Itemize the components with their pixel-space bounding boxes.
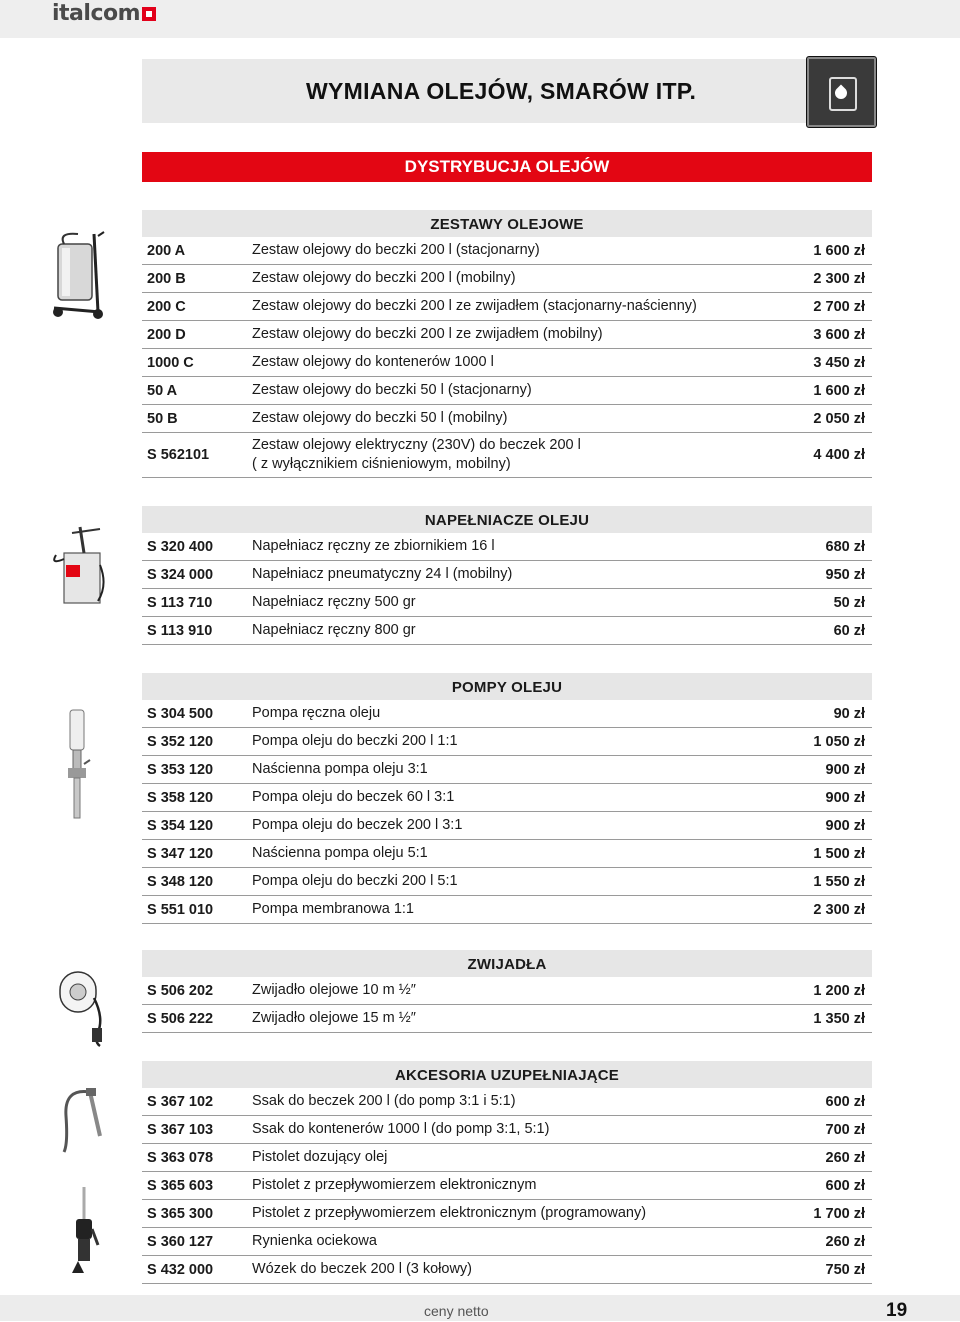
product-code: S 353 120	[147, 761, 214, 778]
product-code: 200 D	[147, 326, 186, 343]
product-desc: Napełniacz ręczny 800 gr	[252, 622, 416, 638]
section-oil-fillers	[142, 506, 872, 645]
top-bar	[0, 0, 960, 38]
product-code: S 365 300	[147, 1205, 214, 1222]
product-desc: Zestaw olejowy do beczki 200 l (mobilny)	[252, 270, 516, 286]
product-desc: Pistolet dozujący olej	[252, 1149, 388, 1165]
table-row	[142, 617, 872, 645]
product-code: S 367 103	[147, 1121, 214, 1138]
product-desc: Zestaw olejowy do beczki 200 l ze zwijadłem (stacjonarny-naścienny)	[252, 298, 697, 314]
product-desc: Napełniacz ręczny ze zbiornikiem 16 l	[252, 538, 495, 554]
product-desc: Pistolet z przepływomierzem elektronicznym (programowany)	[252, 1205, 647, 1221]
product-price: 900 zł	[825, 761, 865, 778]
table-row	[142, 1144, 872, 1172]
table-row	[142, 1200, 872, 1228]
product-desc: Pompa membranowa 1:1	[252, 901, 414, 917]
dispensing-gun-image	[64, 1185, 102, 1275]
product-desc: Zestaw olejowy do beczki 200 l (stacjonarny)	[252, 242, 540, 258]
product-price: 260 zł	[825, 1149, 865, 1166]
product-code: S 367 102	[147, 1093, 214, 1110]
product-desc: Zestaw olejowy do beczki 50 l (stacjonarny)	[252, 382, 532, 398]
product-price: 750 zł	[825, 1261, 865, 1278]
product-price: 1 500 zł	[813, 845, 865, 862]
product-code: 50 B	[147, 410, 178, 427]
suction-pipe-image	[60, 1086, 104, 1156]
product-price: 1 700 zł	[813, 1205, 865, 1222]
section-title: ZWIJADŁA	[142, 950, 872, 977]
product-desc: Zwijadło olejowe 15 m ½″	[252, 1010, 416, 1026]
product-code: S 348 120	[147, 873, 214, 890]
product-code: S 365 603	[147, 1177, 214, 1194]
product-code: S 320 400	[147, 538, 214, 555]
product-code: S 304 500	[147, 705, 214, 722]
product-code: 1000 C	[147, 354, 194, 371]
table-row	[142, 293, 872, 321]
product-code: S 113 710	[147, 594, 213, 611]
product-price: 1 050 zł	[813, 733, 865, 750]
product-code: S 551 010	[147, 901, 214, 918]
product-price: 1 550 zł	[813, 873, 865, 890]
table-row	[142, 377, 872, 405]
page-number: 19	[886, 1300, 908, 1321]
table-row	[142, 321, 872, 349]
product-desc: Pompa ręczna oleju	[252, 705, 381, 721]
product-code: 50 A	[147, 382, 178, 399]
product-price: 1 350 zł	[813, 1010, 865, 1027]
product-desc: Napełniacz ręczny 500 gr	[252, 594, 416, 610]
product-price: 680 zł	[825, 538, 865, 555]
table-row	[142, 812, 872, 840]
table-row	[142, 756, 872, 784]
table-row	[142, 840, 872, 868]
product-price: 2 300 zł	[813, 270, 865, 287]
product-price: 260 zł	[825, 1233, 865, 1250]
title-bar	[142, 59, 872, 123]
table-row	[142, 1228, 872, 1256]
table-row	[142, 349, 872, 377]
section-oil-pumps	[142, 673, 872, 924]
product-price: 3 600 zł	[813, 326, 865, 343]
table-row	[142, 1116, 872, 1144]
section-title: AKCESORIA UZUPEŁNIAJĄCE	[142, 1061, 872, 1088]
product-desc: Zestaw olejowy do beczki 200 l ze zwijadłem (mobilny)	[252, 326, 603, 342]
product-code: S 506 222	[147, 1010, 214, 1027]
table-row	[142, 589, 872, 617]
product-price: 700 zł	[825, 1121, 865, 1138]
product-code: S 113 910	[147, 622, 213, 639]
product-desc	[252, 433, 581, 477]
main-section-title: DYSTRYBUCJA OLEJÓW	[142, 152, 872, 182]
product-code: 200 C	[147, 298, 186, 315]
table-row	[142, 433, 872, 478]
product-desc-line2: ( z wyłącznikiem ciśnieniowym, mobilny)	[252, 456, 511, 472]
product-price: 900 zł	[825, 789, 865, 806]
product-price: 2 050 zł	[813, 410, 865, 427]
product-price: 4 400 zł	[813, 447, 865, 463]
product-code: S 352 120	[147, 733, 214, 750]
section-title: POMPY OLEJU	[142, 673, 872, 700]
product-desc: Ssak do beczek 200 l (do pomp 3:1 i 5:1)	[252, 1093, 516, 1109]
product-code: S 324 000	[147, 566, 214, 583]
product-desc: Zestaw olejowy do beczki 50 l (mobilny)	[252, 410, 508, 426]
product-code: S 347 120	[147, 845, 214, 862]
table-row	[142, 1005, 872, 1033]
product-desc: Wózek do beczek 200 l (3 kołowy)	[252, 1261, 473, 1277]
product-price: 2 300 zł	[813, 901, 865, 918]
page-title: WYMIANA OLEJÓW, SMARÓW ITP.	[306, 78, 697, 104]
product-price: 600 zł	[825, 1177, 865, 1194]
section-accessories	[142, 1061, 872, 1284]
product-desc-line1: Zestaw olejowy elektryczny (230V) do beczek 200 l	[252, 437, 581, 453]
product-desc: Pompa oleju do beczek 200 l 3:1	[252, 817, 463, 833]
table-row	[142, 700, 872, 728]
oil-filler-bucket-image	[50, 525, 108, 609]
product-price: 60 zł	[833, 622, 865, 639]
product-price: 950 zł	[825, 566, 865, 583]
product-desc: Pompa oleju do beczki 200 l 5:1	[252, 873, 458, 889]
product-code: S 360 127	[147, 1233, 214, 1250]
product-desc: Ssak do kontenerów 1000 l (do pomp 3:1, 5:1)	[252, 1121, 550, 1137]
product-desc: Naścienna pompa oleju 5:1	[252, 845, 428, 861]
table-row	[142, 405, 872, 433]
oil-dispenser-cart-image	[48, 228, 110, 320]
section-oil-sets	[142, 210, 872, 478]
product-price: 3 450 zł	[813, 354, 865, 371]
product-desc: Zwijadło olejowe 10 m ½″	[252, 982, 416, 998]
table-row	[142, 868, 872, 896]
product-code: S 354 120	[147, 817, 214, 834]
product-desc: Rynienka ociekowa	[252, 1233, 377, 1249]
section-hose-reels	[142, 950, 872, 1033]
product-code: S 363 078	[147, 1149, 214, 1166]
section-title: ZESTAWY OLEJOWE	[142, 210, 872, 237]
product-code: 200 B	[147, 270, 186, 287]
product-price: 50 zł	[833, 594, 865, 611]
product-price: 900 zł	[825, 817, 865, 834]
oil-pump-image	[62, 708, 92, 820]
product-code: 200 A	[147, 242, 186, 259]
product-code: S 358 120	[147, 789, 214, 806]
product-code: S 506 202	[147, 982, 214, 999]
table-row	[142, 1088, 872, 1116]
table-row	[142, 1256, 872, 1284]
table-row	[142, 784, 872, 812]
product-price: 1 600 zł	[813, 242, 865, 259]
table-row	[142, 896, 872, 924]
product-desc: Zestaw olejowy do kontenerów 1000 l	[252, 354, 494, 370]
product-desc: Pompa oleju do beczki 200 l 1:1	[252, 733, 458, 749]
table-row	[142, 237, 872, 265]
product-desc: Pistolet z przepływomierzem elektronicznym	[252, 1177, 537, 1193]
table-row	[142, 1172, 872, 1200]
table-row	[142, 561, 872, 589]
table-row	[142, 728, 872, 756]
product-price: 600 zł	[825, 1093, 865, 1110]
brand-logo: italcom	[52, 1, 156, 26]
hose-reel-image	[54, 968, 106, 1048]
product-desc: Pompa oleju do beczek 60 l 3:1	[252, 789, 455, 805]
section-title: NAPEŁNIACZE OLEJU	[142, 506, 872, 533]
logo-square-icon	[142, 7, 156, 21]
table-row	[142, 265, 872, 293]
oil-can-icon	[806, 56, 877, 128]
product-price: 90 zł	[833, 705, 865, 722]
product-code: S 562101	[147, 447, 210, 463]
table-row	[142, 977, 872, 1005]
product-desc: Napełniacz pneumatyczny 24 l (mobilny)	[252, 566, 513, 582]
table-row	[142, 533, 872, 561]
product-price: 1 200 zł	[813, 982, 865, 999]
product-code: S 432 000	[147, 1261, 214, 1278]
price-note: ceny netto	[424, 1303, 489, 1319]
product-desc: Naścienna pompa oleju 3:1	[252, 761, 428, 777]
product-price: 2 700 zł	[813, 298, 865, 315]
product-price: 1 600 zł	[813, 382, 865, 399]
